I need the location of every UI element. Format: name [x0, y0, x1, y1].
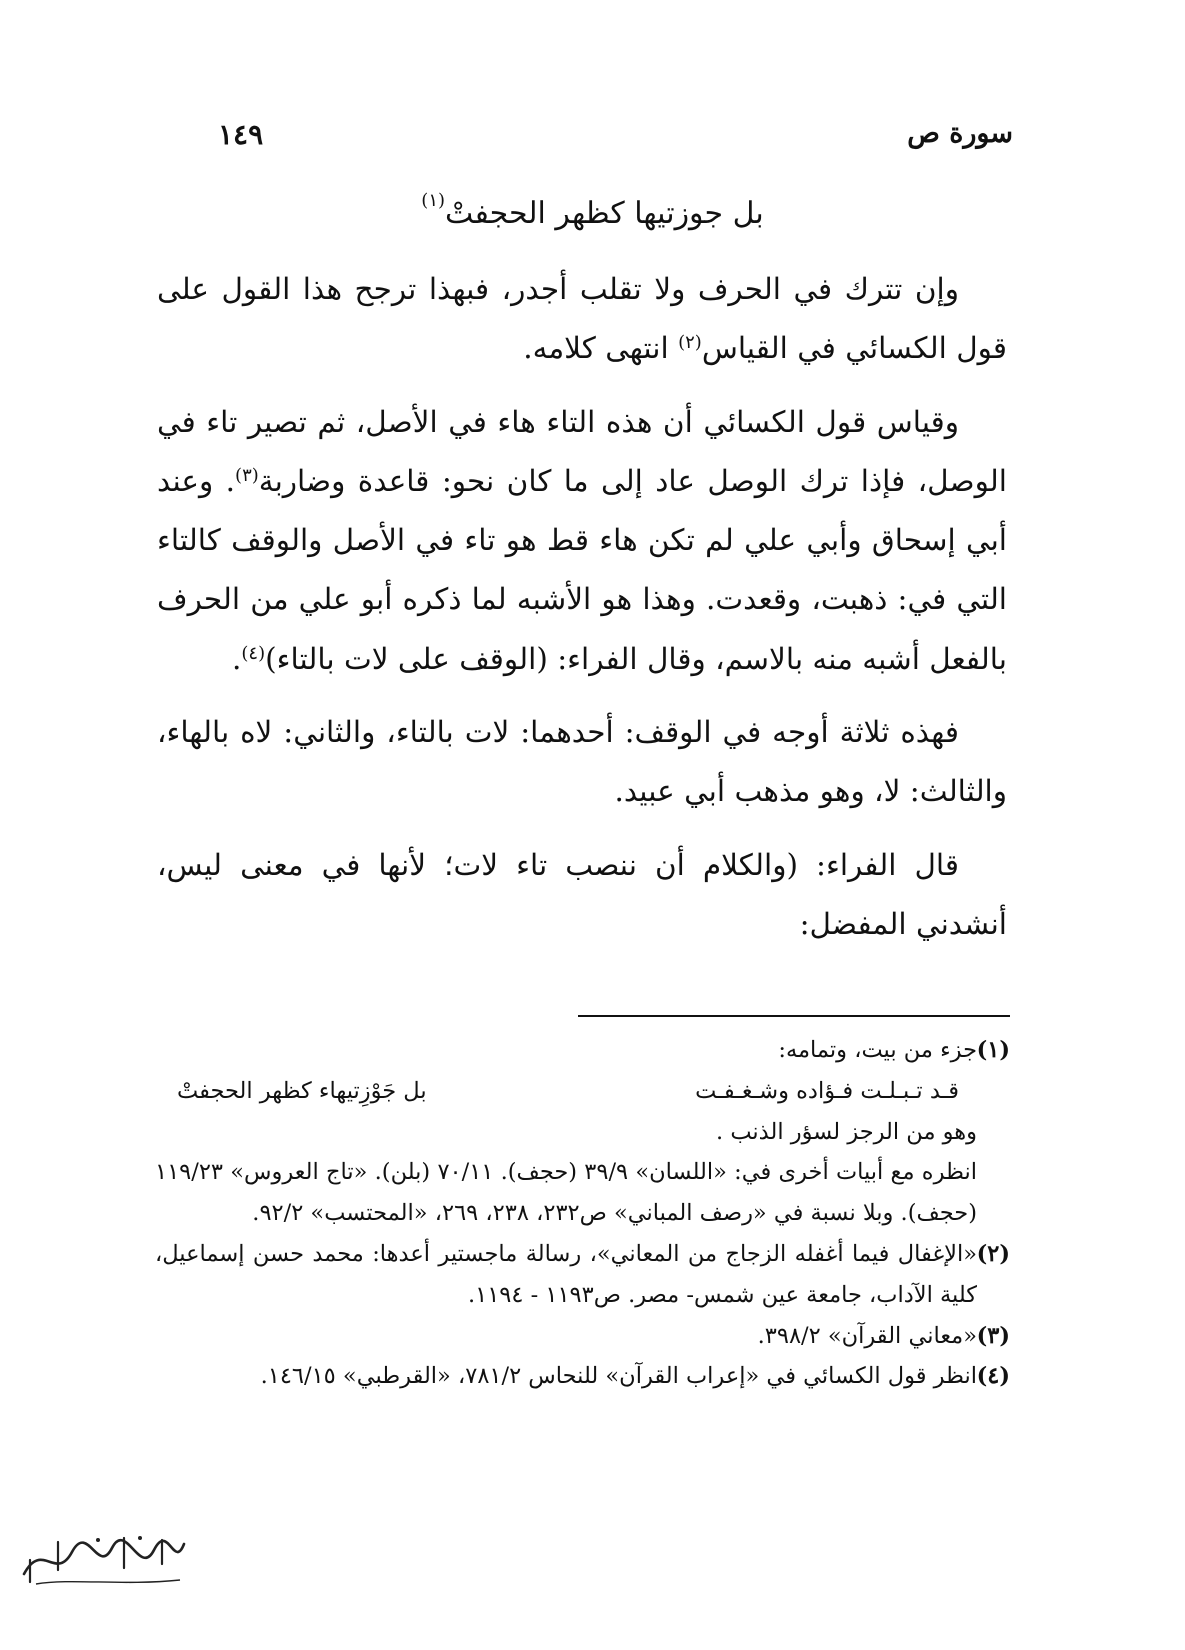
- paragraph-text: .: [232, 641, 242, 676]
- footnote-ref-4[interactable]: (٤): [241, 642, 266, 664]
- verse-footnote-ref[interactable]: (١): [421, 190, 446, 211]
- paragraph-text: فهذه ثلاثة أوجه في الوقف: أحدهما: لات بالتاء، والثاني: لاه بالهاء، والثالث: لا، وهو مذهب أبي عبيد.: [157, 715, 1007, 809]
- footnote-1: [155, 1030, 1010, 1234]
- poem-second-half: بل جَوْزِتيهاء كظهر الحجفتْ: [177, 1077, 427, 1104]
- footnote-2: [155, 1234, 1010, 1316]
- surah-title: سورة ص: [907, 118, 1013, 149]
- footnote-number: (٤): [976, 1363, 1010, 1390]
- paragraph-3: [157, 703, 1007, 822]
- footnote-text: «معاني القرآن» ٣٩٨/٢.: [757, 1322, 977, 1349]
- paragraph-text: قال الفراء: (والكلام أن ننصب تاء لات؛ لأنها في معنى ليس، أنشدني المفضل:: [157, 847, 1007, 941]
- footnote-ref-2[interactable]: (٢): [678, 332, 702, 354]
- paragraph-2: [157, 393, 1007, 689]
- paragraph-4: [157, 836, 1007, 955]
- verse-line: [0, 190, 1185, 231]
- paragraph-text: وإن تترك في الحرف ولا تقلب أجدر، فبهذا ترجح هذا القول على قول الكسائي في القياس: [157, 272, 1007, 366]
- footnote-line: انظره مع أبيات أخرى في: «اللسان» ٣٩/٩ (حجف). ٧٠/١١ (بلن). «تاج العروس» ١١٩/٢٣ (حجف). وبلا نسبة في «رصف المباني» ص٢٣٢، ٢٣٨، ٢٦٩، «المحتسب» ٩٢/٢.: [155, 1159, 977, 1227]
- footnote-4: [155, 1356, 1010, 1397]
- paragraph-text: وقياس قول الكسائي أن هذه التاء هاء في الأصل، ثم تصير تاء في الوصل، فإذا ترك الوصل عاد إلى ما كان نحو: قاعدة وضاربة: [157, 404, 1007, 498]
- verse-text: بل جوزتيها كظهر الحجفتْ: [445, 196, 764, 231]
- poem-verse: [155, 1071, 977, 1112]
- paragraph-text: . وعند أبي إسحاق وأبي علي لم تكن هاء قط هو تاء في الأصل والوقف كالتاء التي في: ذهبت، وقعدت. وهذا هو الأشبه لما ذكره أبو علي من الحرف بالفعل أشبه منه بالاسم، وقال الفراء: (الوقف على لات بالتاء): [157, 463, 1007, 676]
- publisher-seal-icon: [12, 1530, 192, 1588]
- page-number: ١٤٩: [218, 118, 264, 151]
- main-text: [157, 260, 1007, 954]
- paragraph-text: انتهى كلامه.: [523, 331, 679, 366]
- footnote-number: (٣): [976, 1322, 1010, 1349]
- footnote-number: (١): [976, 1037, 1010, 1063]
- paragraph-1: [157, 260, 1007, 379]
- footnote-text: «الإغفال فيما أغفله الزجاج من المعاني»، رسالة ماجستير أعدها: محمد حسن إسماعيل، كلية الآداب، جامعة عين شمس- مصر. ص١١٩٣ - ١١٩٤.: [155, 1240, 977, 1308]
- footnote-intro: جزء من بيت، وتمامه:: [778, 1037, 977, 1063]
- footnote-number: (٢): [976, 1240, 1010, 1267]
- footnote-line: وهو من الرجز لسؤر الذنب .: [716, 1118, 977, 1145]
- footnotes: [155, 1030, 1010, 1397]
- footnote-text: انظر قول الكسائي في «إعراب القرآن» للنحاس ٧٨١/٢، «القرطبي» ١٤٦/١٥.: [260, 1363, 977, 1390]
- footnote-ref-3[interactable]: (٣): [235, 464, 259, 486]
- poem-first-half: قـد تـبـلـت فـؤاده وشـغـفـت: [695, 1077, 959, 1104]
- footnote-divider: [578, 1015, 1010, 1017]
- footnote-3: [155, 1316, 1010, 1357]
